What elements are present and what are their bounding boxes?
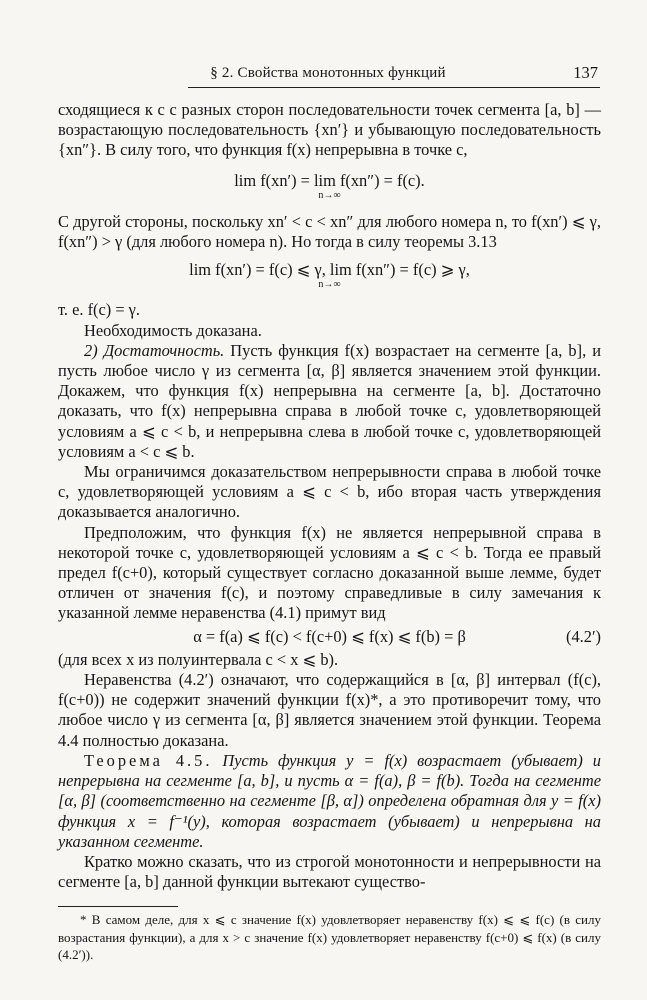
paragraph-restriction: Мы ограничимся доказательством непрерывности справа в любой точке c, удовлетворяющей условиям a ⩽ c < b, ибо вторая часть утверждения доказывается аналогично.	[58, 462, 601, 522]
theorem-statement: Пусть функция y = f(x) возрастает (убывает) и непрерывна на сегменте [a, b], и пусть α = f(a), β = f(b). Тогда на сегменте [α, β] (соответственно на сегменте [β, α]) определена обратная для y = f(x) функция x = f⁻¹(y), которая возрастает (убывает) и непрерывна на указанном сегменте.	[58, 750, 601, 851]
footnote-rule	[58, 906, 178, 907]
header-rule	[188, 87, 600, 88]
theorem-label: Теорема 4.5.	[84, 750, 213, 770]
formula-1: lim f(xn′) = lim f(xn″) = f(c).	[234, 170, 425, 190]
paragraph-assumption: Предположим, что функция f(x) не является непрерывной справа в некоторой точке c, удовлетворяющей условиям a ⩽ c < b. Тогда ее правый предел f(c+0), который существует согласно доказанной выше лемме, будет отличен от значения f(c), и поэтому справедливые в силу замечания к указанной лемме неравенства (4.1) примут вид	[58, 522, 601, 623]
paragraph-sufficiency	[58, 341, 601, 462]
section-title: § 2. Свойства монотонных функций	[210, 65, 446, 81]
paragraph-contradiction: Неравенства (4.2′) означают, что содержащийся в [α, β] интервал (f(c), f(c+0)) не содержит значений функции f(x)*, а это противоречит тому, что любое число γ из сегмента [α, β] является значением этой функции. Теорема 4.4 полностью доказана.	[58, 670, 601, 750]
equation-number: (4.2′)	[566, 626, 601, 646]
paragraph-summary: Кратко можно сказать, что из строгой монотонности и непрерывности на сегменте [a, b] данной функции вытекают существо-	[58, 851, 601, 892]
page-number: 137	[573, 63, 598, 82]
footnote	[58, 911, 601, 964]
paragraph-interval-note: (для всех x из полуинтервала c < x ⩽ b).	[58, 649, 339, 669]
formula-3: α = f(a) ⩽ f(c) < f(c+0) ⩽ f(x) ⩽ f(b) = β	[193, 626, 466, 646]
formula-limits-bounds	[58, 260, 601, 290]
formula-4-2-prime	[58, 627, 601, 647]
paragraph-conclusion: т. е. f(c) = γ.	[58, 300, 141, 320]
sufficiency-label: 2) Достаточность.	[84, 340, 225, 360]
paragraph-necessity-proved: Необходимость доказана.	[84, 320, 262, 340]
paragraph-other-side: С другой стороны, поскольку xn′ < c < xn″ для любого номера n, то f(xn′) ⩽ γ, f(xn″) > γ (для любого номера n). Но тогда в силу теоремы 3.13	[58, 211, 601, 252]
formula-2: lim f(xn′) = f(c) ⩽ γ, lim f(xn″) = f(c) ⩾ γ,	[189, 260, 470, 280]
running-header	[58, 63, 598, 85]
sufficiency-text: Пусть функция f(x) возрастает на сегменте [a, b], и пусть любое число γ из сегмента [α, β] является значением этой функции. Докажем, что функция f(x) непрерывна на сегменте [a, b]. Достаточно доказать, что f(x) непрерывна справа в любой точке c, удовлетворяющей условиям a ⩽ c < b, и непрерывна слева в любой точке c, удовлетворяющей условиям a < c ⩽ b.	[58, 340, 601, 461]
page-body	[58, 100, 601, 892]
footnote-text: * В самом деле, для x ⩽ c значение f(x) удовлетворяет неравенству f(x) ⩽ ⩽ f(c) (в силу возрастания функции), а для x > c значение f(x) удовлетворяет неравенству f(c+0) ⩽ f(x) (в силу (4.2′)).	[58, 912, 601, 962]
formula-limits-equal	[58, 171, 601, 201]
limit-subscript: n→∞	[318, 279, 341, 291]
theorem-4-5	[58, 751, 601, 852]
paragraph-continuation: сходящиеся к c с разных сторон последовательности точек сегмента [a, b] — возрастающую последовательность {xn′} и убывающую последовательность {xn″}. В силу того, что функция f(x) непрерывна в точке c,	[58, 100, 601, 160]
limit-subscript: n→∞	[318, 189, 341, 201]
